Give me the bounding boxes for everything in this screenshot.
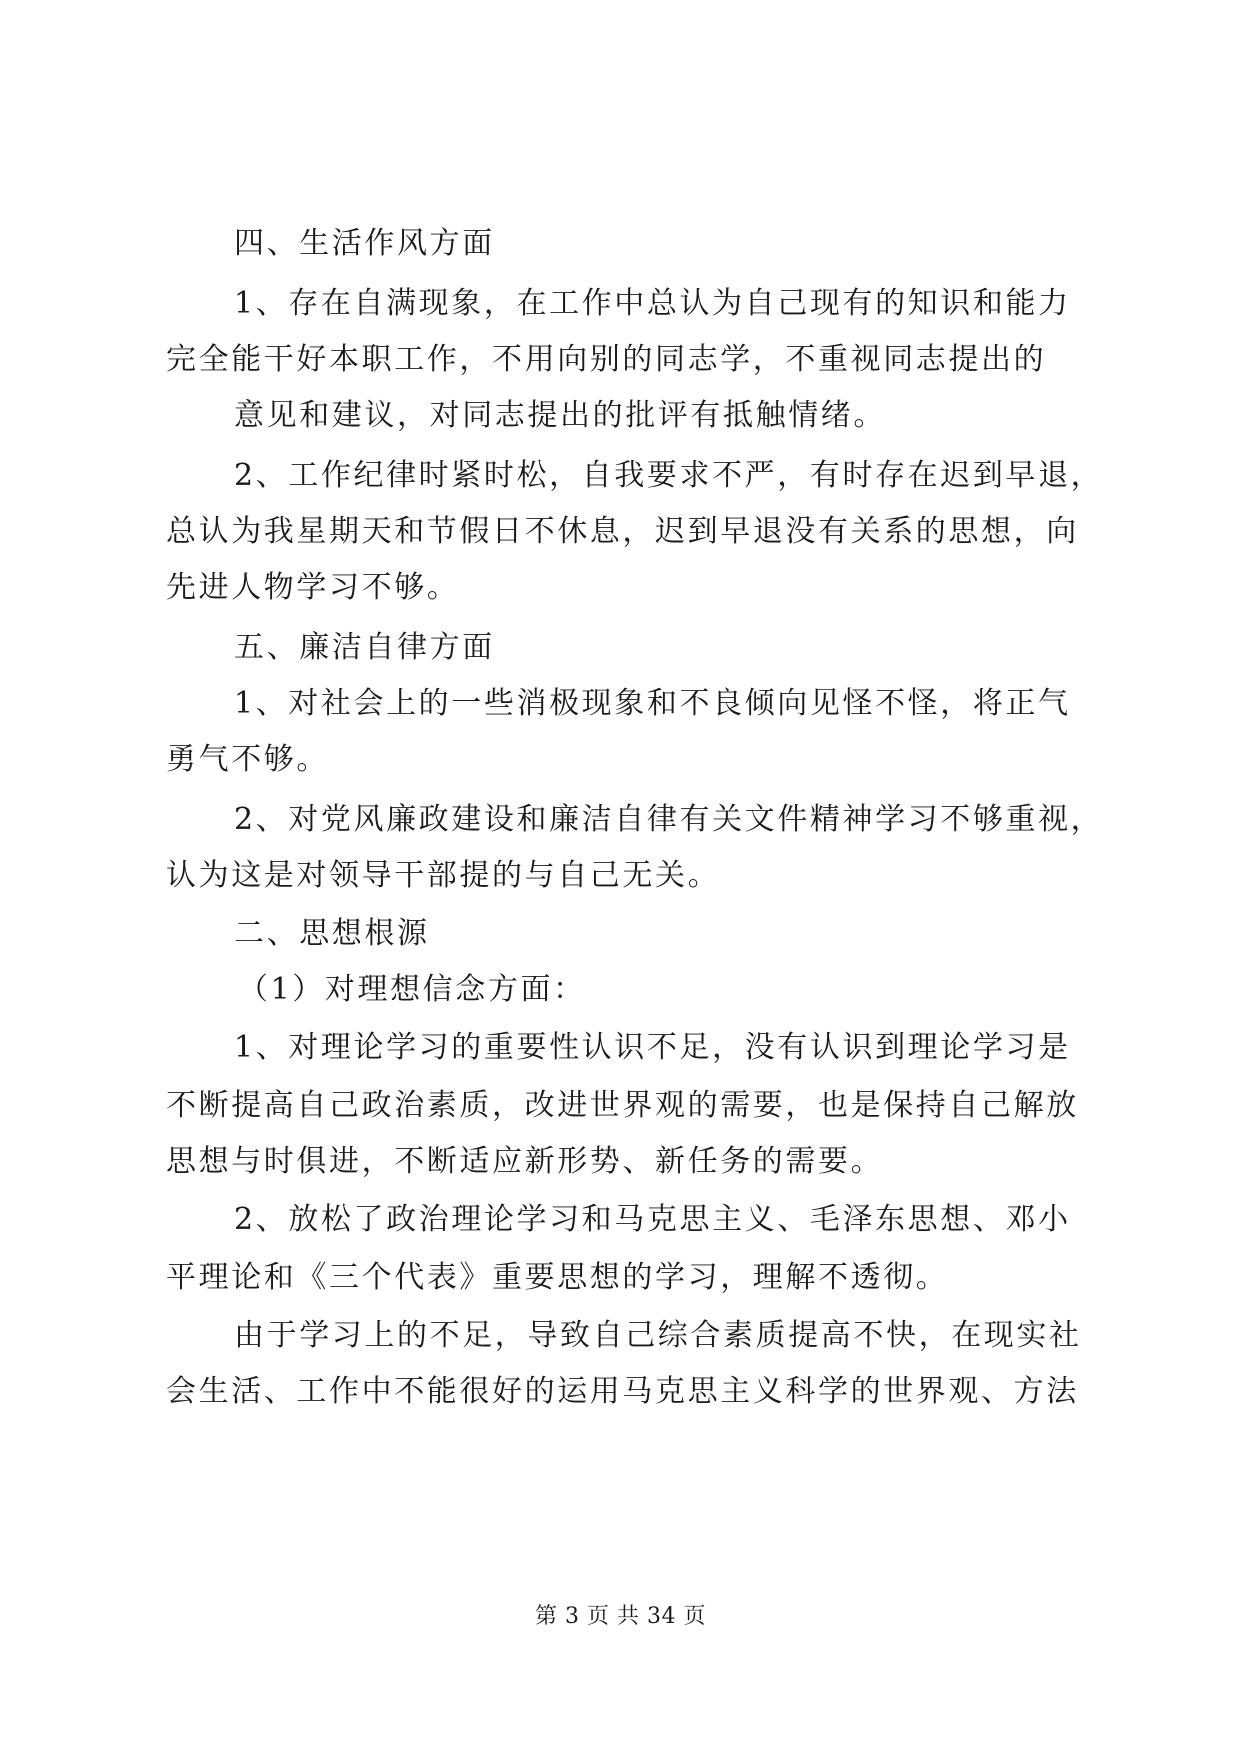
paragraph-line: 总认为我星期天和节假日不休息，迟到早退没有关系的思想，向 (166, 514, 1079, 549)
paragraph-line: 1、对理论学习的重要性认识不足，没有认识到理论学习是 (234, 1030, 1071, 1065)
paragraph-line: 认为这是对领导干部提的与自己无关。 (166, 858, 721, 893)
paragraph-line: 会生活、工作中不能很好的运用马克思主义科学的世界观、方法 (166, 1374, 1079, 1409)
subheading-ideals: （1）对理想信念方面： (238, 972, 586, 1007)
paragraph-line: 不断提高自己政治素质，改进世界观的需要，也是保持自己解放 (166, 1088, 1079, 1123)
paragraph-line: 意见和建议，对同志提出的批评有抵触情绪。 (234, 398, 886, 433)
paragraph-line: 2、放松了政治理论学习和马克思主义、毛泽东思想、邓小 (234, 1202, 1071, 1237)
paragraph-line: 先进人物学习不够。 (166, 570, 460, 605)
paragraph-line: 思想与时俱进，不断适应新形势、新任务的需要。 (166, 1144, 884, 1179)
paragraph-line: 2、对党风廉政建设和廉洁自律有关文件精神学习不够重视， (234, 802, 1104, 837)
heading-lifestyle: 四、生活作风方面 (234, 226, 495, 261)
paragraph-line: 2、工作纪律时紧时松，自我要求不严，有时存在迟到早退， (234, 458, 1104, 493)
paragraph-line: 勇气不够。 (166, 742, 329, 777)
paragraph-line: 完全能干好本职工作，不用向别的同志学，不重视同志提出的 (166, 342, 1047, 377)
heading-ideological-roots: 二、思想根源 (234, 916, 430, 951)
paragraph-line: 1、存在自满现象，在工作中总认为自己现有的知识和能力 (234, 286, 1071, 321)
heading-integrity: 五、廉洁自律方面 (234, 630, 495, 665)
page-number-footer: 第 3 页 共 34 页 (535, 1604, 706, 1629)
paragraph-line: 1、对社会上的一些消极现象和不良倾向见怪不怪，将正气 (234, 686, 1071, 721)
paragraph-line: 平理论和《三个代表》重要思想的学习，理解不透彻。 (166, 1260, 949, 1295)
paragraph-line: 由于学习上的不足，导致自己综合素质提高不快，在现实社 (234, 1318, 1082, 1353)
